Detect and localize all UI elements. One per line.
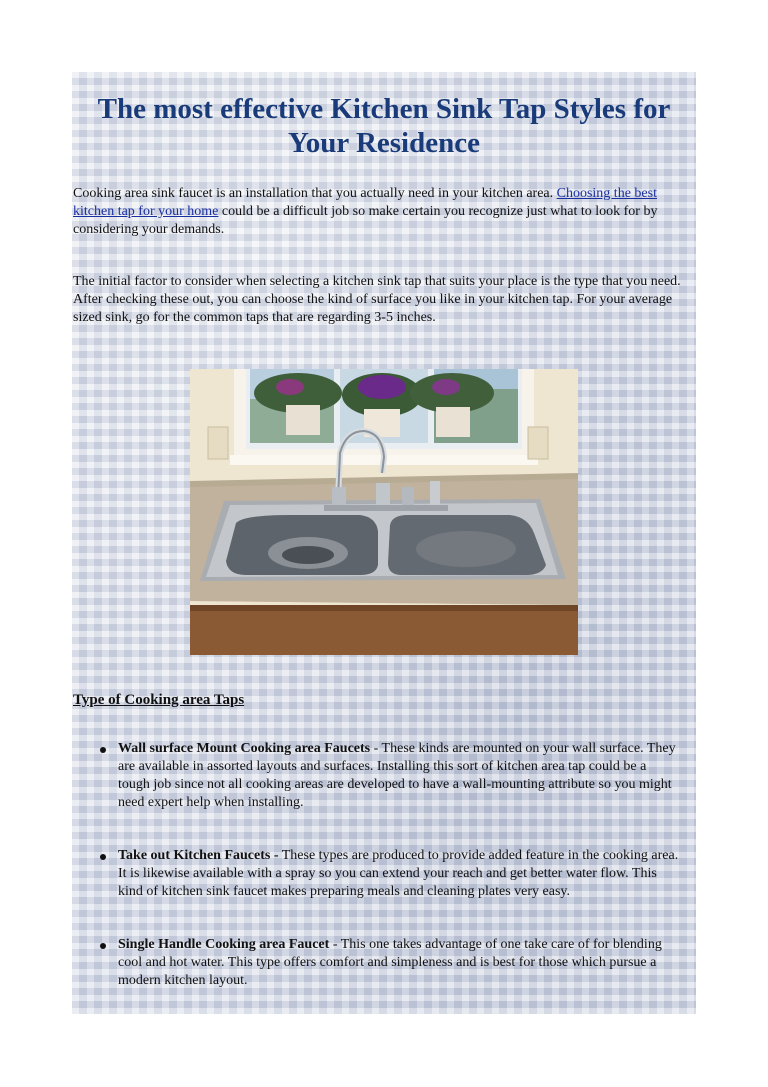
- intro-text-before: Cooking area sink faucet is an installation that you actually need in your kitchen area.: [73, 186, 557, 201]
- page-title: The most effective Kitchen Sink Tap Styles for Your Residence: [97, 93, 671, 159]
- tap-name: Single Handle Cooking area Faucet: [118, 937, 330, 952]
- kitchen-sink-photo: [190, 369, 578, 655]
- document-page: [72, 72, 696, 1014]
- tap-types-list: [100, 740, 680, 1014]
- tap-separator: -: [370, 741, 382, 756]
- list-item: [100, 936, 680, 990]
- intro-paragraph: [73, 185, 695, 239]
- tap-description: These kinds are mounted on your wall surface. They are available in assorted layouts and surfaces. Installing this sort of kitchen area tap could be a tough job since not all cooking areas are developed to have a wall-mounting attribute so you might need expert help when installing.: [118, 741, 676, 810]
- kitchen-tap-link[interactable]: Choosing the best kitchen tap for your home: [73, 186, 657, 219]
- section-title: Type of Cooking area Taps: [73, 692, 245, 708]
- list-item: [100, 740, 680, 812]
- tap-name: Wall surface Mount Cooking area Faucets: [118, 741, 371, 756]
- tap-name: Take out Kitchen Faucets -: [118, 848, 279, 863]
- list-item: [100, 847, 680, 901]
- tap-description: This one takes advantage of one take care of for blending cool and hot water. This type offers comfort and simpleness and is best for those which pursue a modern kitchen layout.: [118, 937, 662, 988]
- bullet-icon: [100, 854, 106, 860]
- bullet-icon: [100, 943, 106, 949]
- intro-text-after: could be a difficult job so make certain you recognize just what to look for by considering your demands.: [73, 204, 658, 237]
- bullet-icon: [100, 747, 106, 753]
- selection-paragraph: The initial factor to consider when selecting a kitchen sink tap that suits your place is the type that you need. After checking these out, you can choose the kind of surface you like in your kitchen tap. For your average sized sink, go for the common taps that are regarding 3-5 inches.: [73, 274, 681, 325]
- tap-description: These types are produced to provide added feature in the cooking area. It is likewise available with a spray so you can extend your reach and get better water flow. This kind of kitchen sink faucet makes preparing meals and cleaning plates very easy.: [118, 848, 679, 899]
- tap-separator: -: [329, 937, 341, 952]
